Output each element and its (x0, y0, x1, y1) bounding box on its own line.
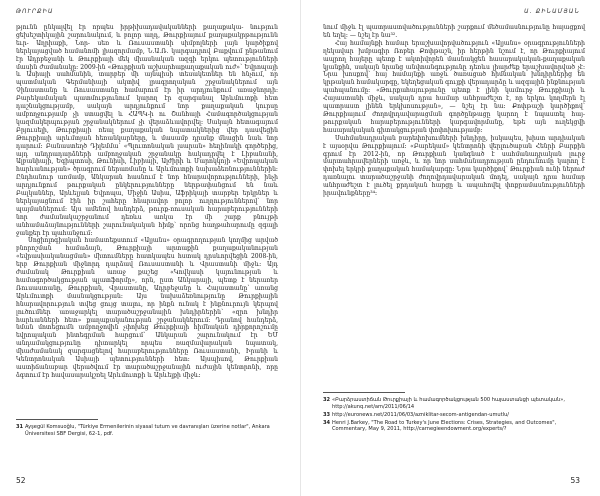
footnote-number: 33 (323, 411, 331, 418)
left-paragraph: Սոցիոլոգիական համատեքստում «Ալյանս» օրագրողության կողմից արված բնորոշման համաձայն, Թուրքիայի արտաքին քաղաքականության «եվրասիականացման» միտումները հատկապես հստակ դրսևորվեցին 2008-ին, երբ Թուրքիան միջնորդ դարձավ Ռուսաստանի և Վրաստանի միջև։ Այդ ժամանակ Թուրքիան առաջ քաշեց «Կովկասի կայունության և համագործակցության պլատֆորմը», որն, ըստ Անկարայի, պետք է ներառեր Ռուսաստանը, Թուրքիան, Վրաստանը, Ադրբեջանը և Հայաստանը՝ առանց Արևմուտքի մասնակցության։ Այս նախաձեռնությունը Թուրքիային հնարավորություն տվեց ցույց տալու, որ ինքն ունակ է ինքնուրույն կերպով լուծումներ առաջարկել տարածաշրջանային խնդիրներին՝ «զրո խնդիր հարևանների հետ» քաղաքականության շրջանակներում։ Դրանով հանդերձ, նման մոտեցումն ամբողջովին չփոխեց Թուրքիայի հիմնական դիրքորոշումը եվրոպական ինտեգրման հարցում՝ Անկարան շարունակում էր ԵՄ անդամակցությունը դիտարկել որպես ռազմավարական նպատակ, միաժամանակ զարգացնելով հարաբերությունները Ռուսաստանի, Իրանի և Կենտրոնական Ասիայի պետությունների հետ։ Այսպիսով, Թուրքիան աստիճանաբար վերածվում էր տարածաշրջանային ուժային կենտրոնի, որը ձգտում էր հավասարակշռել Արևմուտքի և Արևելքի միջև։ (16, 237, 278, 379)
right-running-head: Ա. ՔԻՆԱՄՅԱՆ (524, 9, 580, 15)
left-body-text (16, 24, 278, 380)
footnote (323, 420, 585, 433)
footnote-text: http://euronews.net/2011/06/03/azniklitar-secom-antigendan-umutlu/ (332, 411, 510, 418)
right-page-number: 53 (570, 476, 580, 485)
left-footnote-rule (16, 419, 98, 420)
left-footnotes (16, 424, 278, 439)
footnote-number: 34 (323, 419, 331, 426)
right-paragraph: Սահմանադրական բարեփոխումների խնդիրը, իսկապես, խիստ արդիական է այսօրվա Թուրքիայում։ «Բարեկամ» կենտրոնի վերլուծաբան Հենրի Բարքին գրում էր 2012-ին, որ Թուրքիան կանգնած է սահմանադրական լուրջ մարտահրավերների առջև, և որ նոր սահմանադրության ընդունումը կարող է փոխել երկրի քաղաքական համակարգը։ Նրա կարծիքով՝ Թուրքիան ունի ներուժ դառնալու տարածաշրջանի ժողովրդավարական մոդել, սակայն դրա համար անհրաժեշտ է լուծել քրդական հարցը և ապահովել փոքրամասնությունների իրավունքները³⁴։ (323, 134, 585, 198)
right-footnotes (323, 397, 585, 434)
right-paragraph: Հայ համայնքի համար երաշխավորվածություն «Ալյանս» օրագրությունների ղեկավար խմբագիր Ռոբեր Քոփթաշն, իր հերթին նշում է, որ Թուրքիայում ապրող հայերը պետք է ակտիվորեն մասնակցեն հասարակական-քաղաքական կյանքին, սակայն նրանց անվտանգությունը դեռևս լիարժեք երաշխավորված չէ։ Նրա խոսքով՝ հայ համայնքի առջև ծառացած հիմնական խնդիրներից են կրթական համակարգը, եկեղեցական գույքի վերադարձը և ազգային ինքնության պահպանումը։ «Թուրքահայությունը պետք է լինի կամուրջ Թուրքիայի և Հայաստանի միջև, սակայն դրա համար անհրաժեշտ է, որ երկու կողմերն էլ պատրաստ լինեն երկխոսության», — նշել էր նա։ Քոփթաշի կարծիքով՝ Թուրքիայում ժողովրդավարացման գործընթացը կարող է նպաստել հայ-թուրքական հարաբերությունների կարգավորմանը, եթե այն ուղեկցվի հասարակական գիտակցության փոփոխությամբ։ (323, 39, 585, 134)
footnote-number: 32 (323, 397, 331, 403)
footnote (323, 412, 585, 419)
left-running-head: ԹՈՒՐՔԻԱ (16, 9, 54, 15)
left-page-number: 52 (16, 476, 26, 485)
footnote-number: 31 (16, 424, 24, 430)
right-paragraph: նում միջև էլ պատրաստվածությունների շարքում մեծամասնությունը հայացքով են եղել։ — նշել էր նա³². (323, 24, 585, 39)
right-page (300, 0, 600, 496)
right-footnote-rule (323, 392, 405, 393)
right-body-text (323, 24, 585, 198)
footnote-text: Ayşegül Komsuoğlu, "Türkiye Ermenilerinin siyasal tutum ve davranışları üzerine notlar", Ankara Üniversitesi SBF Dergisi, 62-1, pdf. (25, 424, 270, 437)
footnote-text: «Բարձրաստիճան Թուրքիայի և համագործակցության 500 հայաստանցի պետական», http://akunq.net/am/2011/06/14 (332, 397, 565, 410)
footnote (16, 424, 278, 437)
footnote (323, 397, 585, 410)
left-paragraph: թյունն ընկալվել էր որպես իրթիխադավականների քաղաքակա- նություն ցեխեշտիկային շարունակում, և բոլոր աղդ, Թուրքիայում քաղաքակրթությունն եւր- Աղրիաքի, Նոր- սեռ և Ռուսաստանի սիմբոլների լայն կարծիքով ներկայացված համանոմի լիազորմամբ, Ն.Ա.Ռ. կարգադրով Բաքվում ընթանում էր Ադրբեջանի և Թուրքիայի մեկ միասնական ազգի երկու պետությունների մասին ժամանակը: 2009-ին «Թուրքիան աշխարհաքաղաքական ուժ»՝ Եվրոպայի և Ասիայի սահմանին, տարբեր մի այնպիսի տեսակետներ են հնչում, որ պատմական Գերմանիայի ակտիվ լրագրողական շրջանակներում այն Չինաստանը և Ռուսաստանը համարում էր իր արդյունքում առաջնորդի։ Բարեկամական պատմությունում կարող էր զարգանալ Արևմուտքի հետ դաշնակցությամբ, սակայն արդյունքում նոր քաղաքական կուրսը ամբողջությամբ չի ստացվել և ՀԱՊԿ-ի ու Շանհայի Համագործակցության կազմակերպության շրջանակներում չի վերաձևավորվել։ Սակայն հետագայում Բրյուսելի, Թուրքիայի ռեալ քաղաքական նպատակներից վեր դասվեցին Թուրքիայի արևմտյան հեռանկարները, և մասամբ դրանք մնացին նաև նոր դարում։ Բանաստեղծ Դիլեմմա՝ «Պլուտոնական լսարան» հեղինակի գործերից, այդ անդրադարձների ամբողջական շրջանակը հակադրվել է Լիբանանի, Ալբանիայի, Եգիպտոսի, Թունիսի, Լիբիայի, Ալժիրի և Մարոկկոյի «Եվրոպական հարևանության» ծրագրում ներառմանը և Արևմուտքի նախաձեռնություններին։ Ընդհանուր առմամբ, Անկարան հասնում է նոր հնարավորությունների, ինչի արդյունքում թուրքական ընկերությունները ներթափանցում են նաև Բալկաններ, Արևելյան Եվրոպա, Միջին Ասիա, Աֆրիկայի տարբեր երկրներ և ներկայացնում էին իր շահերը հնարավոր բոլոր ուղղություններով՝ նոր պայմաններում։ Այս ամենով հանդերձ, թուրք-ռուսական հարաբերությունների նոր ժամանակաշրջանում դեռևս առկա էր մի շարք բնույթի անհամաձայնությունների շարունակական հիմք՝ որոնց հաղթահարումը զգալի ջանքեր էր պահանջում։ (16, 24, 278, 237)
footnote-text: Henri J.Barkey, "The Road to Turkey's June Elections: Crises, Strategies, and Outcomes", Commentary, May 9, 2011, http://carnegieendowment.org/experts/? (332, 419, 557, 433)
